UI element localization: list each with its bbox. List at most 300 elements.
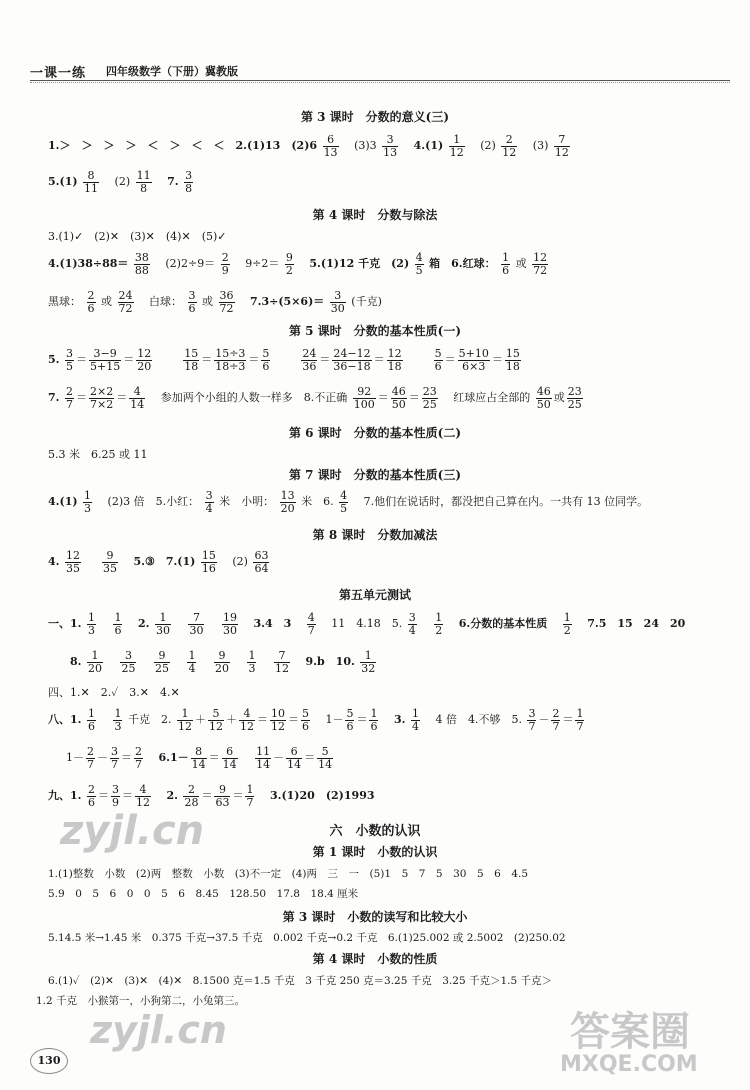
fraction bbox=[219, 290, 235, 314]
fraction bbox=[360, 650, 376, 674]
fraction bbox=[239, 708, 255, 732]
denominator: 14 bbox=[318, 757, 333, 771]
denominator: 25 bbox=[154, 661, 169, 675]
denominator: 13 bbox=[323, 145, 338, 159]
fraction bbox=[118, 290, 134, 314]
numerator: 4 bbox=[415, 251, 423, 264]
denominator: 9 bbox=[221, 263, 229, 277]
denominator: 30 bbox=[155, 623, 170, 637]
brand-logo: 一课一练 bbox=[30, 66, 87, 81]
numerator: 5 bbox=[434, 347, 442, 360]
denominator: 4 bbox=[205, 501, 213, 515]
denominator: 12 bbox=[239, 719, 254, 733]
numerator: 3 bbox=[65, 347, 73, 360]
numerator: 1 bbox=[188, 649, 196, 662]
fraction bbox=[330, 290, 346, 314]
numerator: 38 bbox=[134, 251, 149, 264]
fraction bbox=[214, 348, 246, 372]
denominator: 30 bbox=[330, 301, 345, 315]
denominator: 7 bbox=[552, 719, 560, 733]
numerator: 1 bbox=[449, 134, 465, 147]
denominator: 7 bbox=[135, 757, 142, 771]
fraction bbox=[382, 134, 398, 158]
watermark-logo: 答案圈 bbox=[570, 1009, 690, 1055]
answer-line: 八、1. $\frac{1}{6}$ $\frac{1}{3}$ 千克 2. $\frac{1}{12}$ ＋ $\frac{5}{12}$ ＋ $\frac{4}{12}$ ＝ $\frac{10}{12}$ ＝ $\frac{5}{6}$ 1－ $\frac{5}{6}$ ＝ $\frac{1}{6}$ 3. $\frac{1}{4}$ 4 倍 4.不够 5. $\frac{3}{7}$ － $\frac{2}{7}$ ＝ $\frac{1}{7}$ bbox=[48, 707, 584, 733]
fraction bbox=[332, 348, 371, 372]
fraction bbox=[434, 612, 443, 636]
fraction bbox=[87, 650, 103, 674]
section-heading: 第 5 课时 分数的基本性质(一) bbox=[288, 324, 462, 338]
section-heading: 第 1 课时 小数的认识 bbox=[312, 845, 438, 859]
numerator: 4 bbox=[135, 784, 151, 797]
page-header bbox=[30, 58, 730, 84]
fraction bbox=[65, 386, 74, 410]
denominator: 14 bbox=[130, 397, 145, 411]
denominator: 7 bbox=[65, 397, 73, 411]
fraction bbox=[285, 252, 294, 276]
answer-line: 1.＞ ＞ ＞ ＞ ＜ ＞ ＜ ＜ 2.(1)13 (2)6 $\frac{6}{13}$ (3)3 $\frac{3}{13}$ 4.(1) $\frac{1}{12}$ (2) $\frac{2}{12}$ (3) $\frac{7}{12}$ bbox=[48, 133, 569, 159]
answer-line: 5.3 米 6.25 或 11 bbox=[48, 448, 148, 461]
denominator: 12 bbox=[502, 145, 517, 159]
numerator: 5 bbox=[346, 707, 354, 720]
numerator: 5+10 bbox=[458, 347, 489, 360]
fraction bbox=[554, 134, 570, 158]
numerator: 1 bbox=[114, 707, 122, 720]
answer-line: 黑球： $\frac{2}{6}$ 或 $\frac{24}{72}$ 白球： $\frac{3}{6}$ 或 $\frac{36}{72}$ 7.3÷(5×6)＝ $\frac{3}{30}$ (千克) bbox=[48, 289, 382, 315]
numerator: 1 bbox=[502, 251, 510, 264]
denominator: 3 bbox=[84, 501, 92, 515]
fraction bbox=[317, 746, 333, 770]
fraction bbox=[536, 386, 552, 410]
denominator: 30 bbox=[222, 623, 237, 637]
fraction bbox=[214, 650, 230, 674]
denominator: 20 bbox=[214, 661, 229, 675]
denominator: 5 bbox=[65, 359, 73, 373]
numerator: 2 bbox=[501, 134, 517, 147]
numerator: 12 bbox=[65, 549, 80, 562]
fraction bbox=[89, 348, 121, 372]
fraction bbox=[129, 386, 145, 410]
denominator: 30 bbox=[189, 623, 204, 637]
denominator: 35 bbox=[65, 561, 80, 575]
answer-line: 1－ $\frac{2}{7}$ － $\frac{3}{7}$ ＝ $\frac{2}{7}$ 6.1－ $\frac{8}{14}$ ＝ $\frac{6}{14}$ $\frac{11}{14}$ － $\frac{6}{14}$ ＝ $\frac{5}{14}$ bbox=[66, 745, 333, 771]
fraction bbox=[134, 252, 150, 276]
numerator: 4 bbox=[239, 708, 255, 721]
fraction bbox=[387, 348, 403, 372]
fraction bbox=[247, 650, 256, 674]
numerator: 24 bbox=[302, 347, 317, 360]
fraction bbox=[532, 252, 548, 276]
answer-line: 4.(1)38÷88＝ $\frac{38}{88}$ (2)2÷9＝ $\frac{2}{9}$ 9÷2＝ $\frac{9}{2}$ 5.(1)12 千克 (2) $\frac{4}{5}$ 箱 6.红球： $\frac{1}{6}$ 或 $\frac{12}{72}$ bbox=[48, 251, 548, 277]
denominator: 3 bbox=[114, 719, 122, 733]
denominator: 35 bbox=[102, 561, 117, 575]
fraction bbox=[253, 550, 269, 574]
fraction bbox=[208, 708, 224, 732]
numerator: 3 bbox=[111, 783, 119, 796]
numerator: 24−12 bbox=[333, 347, 371, 360]
answer-line: 5.9 0 5 6 0 0 5 6 8.45 128.50 17.8 18.4 厘米 bbox=[48, 888, 359, 900]
watermark-url: MXQE.COM bbox=[560, 1052, 698, 1077]
denominator: 64 bbox=[254, 561, 269, 575]
numerator: 1 bbox=[435, 611, 443, 624]
numerator: 3−9 bbox=[89, 348, 121, 361]
section-heading: 第 4 课时 小数的性质 bbox=[312, 952, 438, 966]
numerator: 1 bbox=[563, 611, 571, 624]
fraction bbox=[177, 708, 193, 732]
section-heading: 第五单元测试 bbox=[338, 588, 411, 602]
fraction bbox=[184, 170, 193, 194]
numerator: 15÷3 bbox=[215, 347, 246, 360]
denominator: 6 bbox=[301, 719, 309, 733]
denominator: 20 bbox=[137, 359, 152, 373]
fraction bbox=[339, 490, 348, 514]
fraction bbox=[187, 650, 196, 674]
book-title: 四年级数学（下册）冀教版 bbox=[106, 65, 238, 78]
answer-line: 4. $\frac{12}{35}$ $\frac{9}{35}$ 5.③ 7.(1) $\frac{15}{16}$ (2) $\frac{63}{64}$ bbox=[48, 549, 269, 575]
numerator: 9 bbox=[214, 784, 230, 797]
denominator: 14 bbox=[256, 757, 271, 771]
denominator: 13 bbox=[383, 145, 398, 159]
fraction bbox=[183, 784, 199, 808]
fraction bbox=[280, 490, 296, 514]
denominator: 6 bbox=[87, 719, 95, 733]
fraction bbox=[111, 784, 120, 808]
fraction bbox=[65, 348, 74, 372]
numerator: 3 bbox=[185, 169, 193, 182]
section-heading: 第 3 课时 分数的意义(三) bbox=[300, 110, 450, 124]
header-rule bbox=[30, 80, 730, 81]
numerator: 1 bbox=[87, 650, 103, 663]
denominator: 14 bbox=[222, 757, 237, 771]
answer-line: 6.(1)✓ (2)✕ (3)✕ (4)✕ 8.1500 克＝1.5 千克 3 千克 250 克＝3.25 千克 3.25 千克＞1.5 千克＞ bbox=[48, 975, 552, 987]
fraction bbox=[188, 612, 204, 636]
numerator: 3 bbox=[528, 707, 536, 720]
denominator: 14 bbox=[191, 757, 206, 771]
numerator: 3 bbox=[205, 489, 213, 502]
fraction bbox=[501, 134, 517, 158]
denominator: 12 bbox=[208, 719, 223, 733]
fraction bbox=[83, 170, 99, 194]
fraction bbox=[422, 386, 438, 410]
numerator: 15 bbox=[201, 549, 216, 562]
fraction bbox=[191, 746, 207, 770]
fraction bbox=[87, 708, 96, 732]
numerator: 3 bbox=[188, 289, 196, 302]
fraction bbox=[136, 170, 152, 194]
fraction bbox=[563, 612, 572, 636]
fraction bbox=[83, 490, 92, 514]
denominator: 4 bbox=[188, 661, 196, 675]
numerator: 2 bbox=[87, 289, 95, 302]
watermark-text: zyjl.cn bbox=[60, 808, 205, 854]
numerator: 1 bbox=[370, 707, 378, 720]
fraction bbox=[155, 612, 171, 636]
numerator: 3 bbox=[382, 134, 398, 147]
answer-line: 九、1. $\frac{2}{6}$ ＝ $\frac{3}{9}$ ＝ $\frac{4}{12}$ 2. $\frac{2}{28}$ ＝ $\frac{9}{63}$ ＝ $\frac{1}{7}$ 3.(1)20 (2)1993 bbox=[48, 783, 375, 809]
numerator: 36 bbox=[219, 289, 234, 302]
fraction bbox=[458, 348, 490, 372]
denominator: 25 bbox=[121, 661, 136, 675]
denominator: 6 bbox=[188, 301, 196, 315]
numerator: 23 bbox=[567, 385, 582, 398]
denominator: 6 bbox=[114, 623, 122, 637]
numerator: 5 bbox=[208, 708, 224, 721]
fraction bbox=[505, 348, 521, 372]
numerator: 12 bbox=[387, 347, 402, 360]
fraction bbox=[286, 746, 302, 770]
denominator: 50 bbox=[536, 397, 551, 411]
denominator: 25 bbox=[567, 397, 582, 411]
denominator: 6 bbox=[87, 301, 95, 315]
numerator: 1 bbox=[246, 783, 254, 796]
fraction bbox=[86, 746, 95, 770]
denominator: 9 bbox=[111, 795, 119, 809]
denominator: 36−18 bbox=[333, 359, 371, 373]
denominator: 7 bbox=[246, 795, 254, 809]
fraction bbox=[434, 348, 443, 372]
numerator: 1 bbox=[411, 707, 419, 720]
numerator: 12 bbox=[533, 251, 548, 264]
numerator: 1 bbox=[576, 707, 584, 720]
fraction bbox=[221, 252, 230, 276]
fraction bbox=[551, 708, 560, 732]
numerator: 9 bbox=[214, 650, 230, 663]
denominator: 18 bbox=[505, 359, 520, 373]
fraction bbox=[527, 708, 536, 732]
answer-line: 7. $\frac{2}{7}$ ＝ $\frac{2\times 2}{7\times 2}$ ＝ $\frac{4}{14}$ 参加两个小组的人数一样多 8.不正确 $\frac{92}{100}$ ＝ $\frac{46}{50}$ ＝ $\frac{23}{25}$ 红球应占全部的 $\frac{46}{50}$ 或 $\frac{23}{25}$ bbox=[48, 385, 582, 411]
fraction bbox=[301, 708, 310, 732]
numerator: 1 bbox=[114, 611, 122, 624]
numerator: 1 bbox=[177, 708, 193, 721]
fraction bbox=[87, 784, 96, 808]
numerator: 8 bbox=[83, 170, 99, 183]
fraction bbox=[87, 290, 96, 314]
numerator: 3 bbox=[330, 290, 346, 303]
fraction bbox=[222, 746, 238, 770]
fraction bbox=[345, 708, 354, 732]
denominator: 25 bbox=[422, 397, 437, 411]
numerator: 13 bbox=[280, 489, 295, 502]
fraction bbox=[188, 290, 197, 314]
denominator: 6×3 bbox=[462, 359, 486, 373]
denominator: 5 bbox=[340, 501, 348, 515]
fraction bbox=[183, 348, 199, 372]
denominator: 6 bbox=[87, 795, 95, 809]
denominator: 36 bbox=[302, 359, 317, 373]
numerator: 2 bbox=[183, 784, 199, 797]
fraction bbox=[301, 348, 317, 372]
numerator: 4 bbox=[340, 489, 348, 502]
denominator: 3 bbox=[87, 623, 95, 637]
answer-line: 一、1. $\frac{1}{3}$ $\frac{1}{6}$ 2. $\frac{1}{30}$ $\frac{7}{30}$ $\frac{19}{30}$ 3.4 3 $\frac{4}{7}$ 11 4.18 5. $\frac{3}{4}$ $\frac{1}{2}$ 6.分数的基本性质 $\frac{1}{2}$ 7.5 15 24 20 bbox=[48, 611, 686, 637]
denominator: 4 bbox=[408, 623, 416, 637]
fraction bbox=[274, 650, 290, 674]
numerator: 2 bbox=[65, 385, 73, 398]
fraction bbox=[214, 784, 230, 808]
denominator: 6 bbox=[262, 359, 270, 373]
watermark-text: zyjl.cn bbox=[90, 1008, 227, 1052]
numerator: 2×2 bbox=[89, 385, 114, 398]
denominator: 7 bbox=[528, 719, 536, 733]
denominator: 5 bbox=[415, 263, 423, 277]
answer-line: 1.2 千克 小猴第一，小狗第二，小兔第三。 bbox=[36, 995, 246, 1007]
fraction bbox=[323, 134, 339, 158]
numerator: 9 bbox=[102, 550, 118, 563]
numerator: 2 bbox=[221, 251, 229, 264]
numerator: 5 bbox=[301, 707, 309, 720]
fraction bbox=[415, 252, 424, 276]
fraction bbox=[255, 746, 271, 770]
numerator: 2 bbox=[87, 783, 95, 796]
denominator: 7×2 bbox=[89, 397, 114, 411]
chapter-heading: 六 小数的认识 bbox=[329, 824, 421, 839]
denominator: 6 bbox=[346, 719, 354, 733]
denominator: 88 bbox=[134, 263, 149, 277]
section-heading: 第 3 课时 小数的读写和比较大小 bbox=[282, 910, 468, 924]
fraction bbox=[89, 386, 114, 410]
denominator: 18 bbox=[184, 359, 199, 373]
section-heading: 第 6 课时 分数的基本性质(二) bbox=[288, 426, 462, 440]
section-heading: 第 8 课时 分数加减法 bbox=[312, 528, 438, 542]
numerator: 7 bbox=[274, 650, 290, 663]
denominator: 20 bbox=[87, 661, 102, 675]
fraction bbox=[201, 550, 217, 574]
denominator: 72 bbox=[118, 301, 133, 315]
denominator: 14 bbox=[287, 757, 302, 771]
fraction bbox=[567, 386, 583, 410]
denominator: 3 bbox=[248, 661, 256, 675]
numerator: 9 bbox=[285, 251, 293, 264]
denominator: 16 bbox=[201, 561, 216, 575]
fraction bbox=[120, 650, 136, 674]
numerator: 2 bbox=[87, 745, 94, 758]
fraction bbox=[353, 386, 376, 410]
numerator: 5 bbox=[262, 347, 270, 360]
denominator: 50 bbox=[391, 397, 406, 411]
numerator: 1 bbox=[87, 611, 95, 624]
denominator: 72 bbox=[219, 301, 234, 315]
numerator: 1 bbox=[360, 650, 376, 663]
fraction bbox=[501, 252, 510, 276]
section-heading: 第 7 课时 分数的基本性质(三) bbox=[288, 468, 462, 482]
numerator: 3 bbox=[111, 745, 118, 758]
answer-line: 5. $\frac{3}{5}$ ＝ $\frac{3-9}{5+15}$ ＝ $\frac{12}{20}$ $\frac{15}{18}$ ＝ $\frac{15\div 3}{18\div 3}$ ＝ $\frac{5}{6}$ $\frac{24}{36}$ ＝ $\frac{24-12}{36-18}$ ＝ $\frac{12}{18}$ $\frac{5}{6}$ ＝ $\frac{5+10}{6\times 3}$ ＝ $\frac{15}{18}$ bbox=[48, 347, 520, 373]
denominator: 20 bbox=[280, 501, 295, 515]
denominator: 7 bbox=[87, 757, 94, 771]
answer-line: 8. $\frac{1}{20}$ $\frac{3}{25}$ $\frac{9}{25}$ $\frac{1}{4}$ $\frac{9}{20}$ $\frac{1}{3}$ $\frac{7}{12}$ 9.b 10. $\frac{1}{32}$ bbox=[70, 649, 376, 675]
fraction bbox=[449, 134, 465, 158]
numerator: 15 bbox=[184, 347, 199, 360]
numerator: 24 bbox=[118, 289, 133, 302]
denominator: 8 bbox=[185, 181, 193, 195]
denominator: 18 bbox=[387, 359, 402, 373]
numerator: 1 bbox=[155, 612, 171, 625]
denominator: 12 bbox=[449, 145, 464, 159]
numerator: 23 bbox=[422, 385, 437, 398]
fraction bbox=[65, 550, 81, 574]
answer-line: 四、1.✕ 2.✓ 3.✕ 4.✕ bbox=[48, 686, 180, 699]
answer-line: 4.(1) $\frac{1}{3}$ (2)3 倍 5.小红： $\frac{3}{4}$ 米 小明： $\frac{13}{20}$ 米 6. $\frac{4}{5}$ 7.他们在说话时，都没把自己算在内。一共有 13 位同学。 bbox=[48, 489, 649, 515]
numerator: 3 bbox=[408, 611, 416, 624]
denominator: 12 bbox=[270, 719, 285, 733]
denominator: 100 bbox=[353, 397, 375, 411]
fraction bbox=[222, 612, 238, 636]
header-rule-dotted bbox=[30, 82, 730, 83]
fraction bbox=[411, 708, 420, 732]
numerator: 6 bbox=[286, 746, 302, 759]
denominator: 2 bbox=[563, 623, 571, 637]
denominator: 2 bbox=[285, 263, 293, 277]
numerator: 3 bbox=[120, 650, 136, 663]
numerator: 1 bbox=[248, 649, 256, 662]
numerator: 10 bbox=[270, 707, 285, 720]
numerator: 4 bbox=[129, 386, 145, 399]
denominator: 7 bbox=[576, 719, 584, 733]
fraction bbox=[110, 746, 119, 770]
numerator: 6 bbox=[222, 746, 238, 759]
numerator: 4 bbox=[307, 611, 315, 624]
fraction bbox=[391, 386, 407, 410]
numerator: 8 bbox=[191, 746, 207, 759]
fraction bbox=[154, 650, 170, 674]
fraction bbox=[135, 784, 151, 808]
fraction bbox=[113, 612, 122, 636]
denominator: 12 bbox=[135, 795, 150, 809]
denominator: 28 bbox=[184, 795, 199, 809]
fraction bbox=[408, 612, 417, 636]
denominator: 11 bbox=[84, 181, 99, 195]
numerator: 2 bbox=[552, 707, 560, 720]
answer-line: 1.(1)整数 小数 (2)两 整数 小数 (3)不一定 (4)两 三 一 (5)1 5 7 5 30 5 6 4.5 bbox=[48, 868, 529, 880]
denominator: 63 bbox=[215, 795, 230, 809]
numerator: 92 bbox=[353, 386, 376, 399]
denominator: 32 bbox=[361, 661, 376, 675]
page-number: 130 bbox=[30, 1048, 68, 1074]
numerator: 2 bbox=[135, 745, 142, 758]
numerator: 11 bbox=[256, 745, 271, 758]
denominator: 7 bbox=[307, 623, 315, 637]
denominator: 8 bbox=[140, 181, 148, 195]
answer-line: 5.(1) $\frac{8}{11}$ (2) $\frac{11}{8}$ 7. $\frac{3}{8}$ bbox=[48, 169, 193, 195]
fraction bbox=[261, 348, 270, 372]
numerator: 9 bbox=[154, 650, 170, 663]
answer-line: 3.(1)✓ (2)✕ (3)✕ (4)✕ (5)✓ bbox=[48, 230, 227, 243]
fraction bbox=[102, 550, 118, 574]
denominator: 6 bbox=[434, 359, 442, 373]
numerator: 46 bbox=[391, 385, 406, 398]
denominator: 7 bbox=[111, 757, 118, 771]
numerator: 7 bbox=[554, 134, 570, 147]
answer-line: 5.14.5 米→1.45 米 0.375 千克→37.5 千克 0.002 千克→0.2 千克 6.(1)25.002 或 2.5002 (2)250.02 bbox=[48, 932, 566, 944]
numerator: 19 bbox=[222, 611, 237, 624]
denominator: 12 bbox=[177, 719, 192, 733]
denominator: 12 bbox=[554, 145, 569, 159]
fraction bbox=[575, 708, 584, 732]
fraction bbox=[205, 490, 214, 514]
fraction bbox=[134, 746, 143, 770]
denominator: 72 bbox=[533, 263, 548, 277]
numerator: 5 bbox=[317, 746, 333, 759]
denominator: 12 bbox=[274, 661, 289, 675]
numerator: 11 bbox=[136, 169, 151, 182]
denominator: 4 bbox=[411, 719, 419, 733]
numerator: 7 bbox=[188, 612, 204, 625]
denominator: 18÷3 bbox=[215, 359, 246, 373]
section-heading: 第 4 课时 分数与除法 bbox=[312, 208, 438, 222]
numerator: 1 bbox=[84, 489, 92, 502]
fraction bbox=[369, 708, 378, 732]
denominator: 5+15 bbox=[89, 359, 121, 373]
